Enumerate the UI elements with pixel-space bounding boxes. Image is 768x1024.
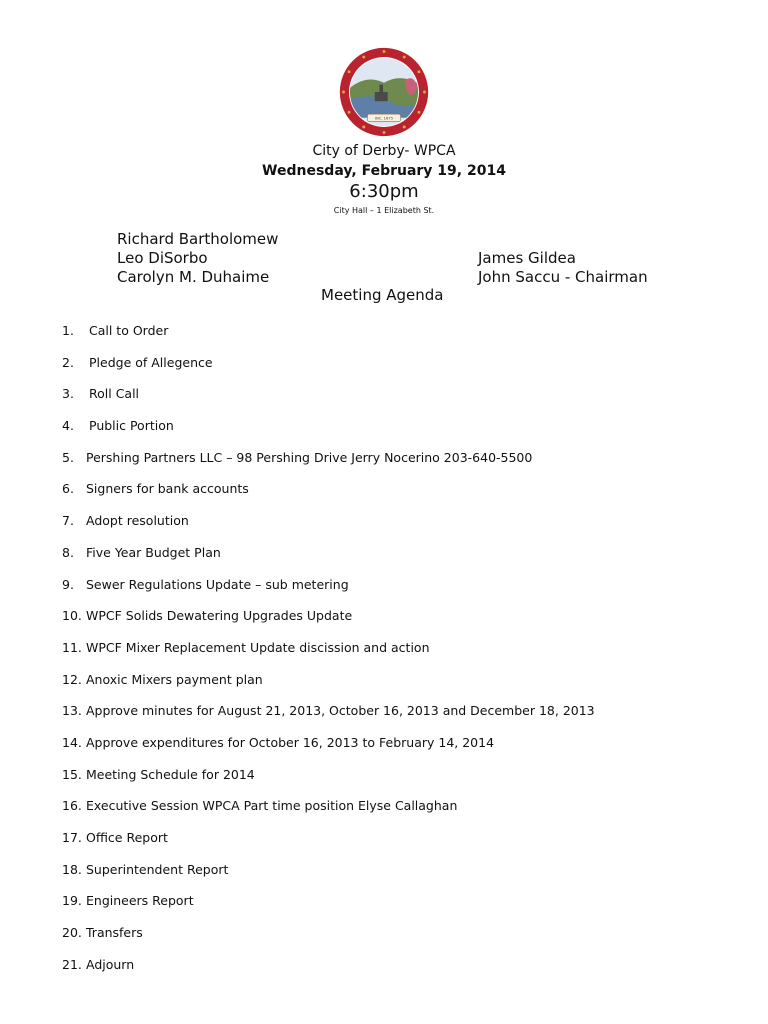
agenda-item-number: 16. [62,798,82,814]
agenda-item-14 [62,735,742,767]
member-john-saccu-chairman: John Saccu - Chairman [478,268,648,286]
agenda-item-text: Five Year Budget Plan [86,544,221,560]
agenda-item-number: 8. [62,544,74,560]
agenda-item-text: Pledge of Allegence [89,354,213,370]
agenda-item-text: Call to Order [89,323,169,338]
agenda-item-number: 10. [62,608,82,624]
agenda-item-number: 2. [62,354,74,370]
agenda-item-text: Public Portion [89,418,174,434]
agenda-item-text: Approve minutes for August 21, 2013, October 16, 2013 and December 18, 2013 [86,703,595,719]
agenda-list [62,323,742,988]
seal-inscription: INC. 1675 [374,116,394,121]
agenda-item-19 [62,893,742,925]
agenda-item-20 [62,925,742,957]
agenda-item-text: Pershing Partners LLC – 98 Pershing Drive Jerry Nocerino 203-640-5500 [86,449,533,465]
agenda-item-12 [62,672,742,704]
agenda-item-10 [62,608,742,640]
agenda-item-11 [62,640,742,672]
agenda-item-text: WPCF Solids Dewatering Upgrades Update [86,608,353,624]
agenda-item-17 [62,830,742,862]
seal-tower [379,85,383,92]
seal-building [375,92,388,101]
agenda-item-number: 20. [62,925,82,941]
agenda-item-4 [62,418,742,450]
agenda-item-text: Transfers [86,925,143,941]
agenda-item-text: Approve expenditures for October 16, 2013 to February 14, 2014 [86,734,495,750]
agenda-item-text: Sewer Regulations Update – sub metering [86,576,349,592]
agenda-item-16 [62,798,742,830]
agenda-title: Meeting Agenda [321,286,444,304]
agenda-item-9 [62,577,742,609]
member-leo-disorbo: Leo DiSorbo [117,249,208,267]
meeting-address: City Hall – 1 Elizabeth St. [333,206,435,215]
agenda-item-text: Meeting Schedule for 2014 [86,766,255,782]
member-richard-bartholomew: Richard Bartholomew [117,230,279,248]
agenda-item-number: 13. [62,703,82,719]
agenda-item-number: 5. [62,449,74,465]
member-james-gildea: James Gildea [478,249,576,267]
agenda-item-text: Roll Call [89,386,140,402]
agenda-item-text: Office Report [86,830,168,845]
agenda-item-number: 17. [62,830,82,845]
agenda-item-number: 6. [62,481,74,497]
agenda-item-number: 18. [62,861,82,877]
agenda-item-text: Adjourn [86,956,135,972]
agenda-item-21 [62,957,742,989]
agenda-item-18 [62,862,742,894]
agenda-item-number: 14. [62,734,82,750]
organization-name: City of Derby- WPCA [312,143,456,159]
agenda-item-number: 3. [62,386,74,402]
agenda-item-7 [62,513,742,545]
agenda-item-number: 21. [62,956,82,972]
agenda-item-number: 1. [62,323,74,338]
meeting-date: Wednesday, February 19, 2014 [262,163,506,179]
agenda-item-number: 11. [62,639,82,655]
agenda-item-text: Signers for bank accounts [86,481,249,497]
agenda-item-number: 19. [62,893,82,909]
agenda-item-text: Superintendent Report [86,861,229,877]
agenda-item-6 [62,481,742,513]
agenda-item-text: Anoxic Mixers payment plan [86,671,263,687]
agenda-item-text: Engineers Report [86,893,194,909]
agenda-item-number: 4. [62,418,74,434]
agenda-item-text: Adopt resolution [86,513,189,529]
agenda-item-number: 12. [62,671,82,687]
agenda-item-13 [62,703,742,735]
agenda-item-number: 15. [62,766,82,782]
member-carolyn-duhaime: Carolyn M. Duhaime [117,268,270,286]
agenda-item-1 [62,323,742,355]
agenda-item-number: 9. [62,576,74,592]
agenda-item-number: 7. [62,513,74,529]
agenda-item-text: Executive Session WPCA Part time position Elyse Callaghan [86,798,458,814]
meeting-time: 6:30pm [349,181,419,202]
city-seal-logo [338,46,430,138]
agenda-item-15 [62,767,742,799]
agenda-item-3 [62,386,742,418]
agenda-item-text: WPCF Mixer Replacement Update discission and action [86,639,430,655]
agenda-item-2 [62,355,742,387]
agenda-item-5 [62,450,742,482]
agenda-item-8 [62,545,742,577]
